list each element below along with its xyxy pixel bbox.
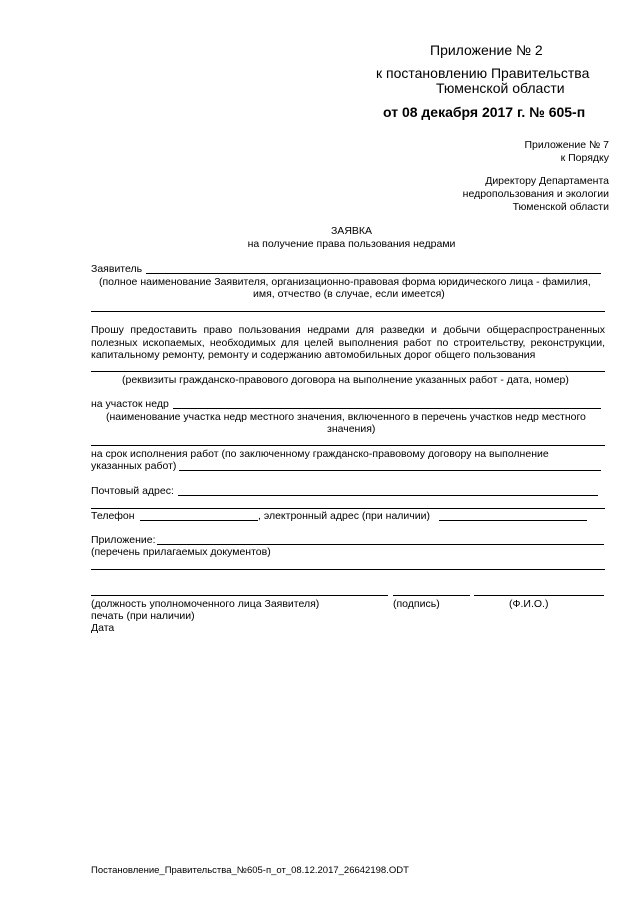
resolution-date-number: от 08 декабря 2017 г. № 605-п xyxy=(383,104,586,120)
site-label: на участок недр xyxy=(91,398,169,410)
position-hint: (должность уполномоченного лица Заявителя) xyxy=(91,598,320,610)
term-line-1: на срок исполнения работ (по заключенному гражданско-правовому договору на выполнение xyxy=(91,448,549,460)
postal-extra-line[interactable] xyxy=(91,508,605,509)
attachment-input-line[interactable] xyxy=(157,544,604,545)
contract-input-line[interactable] xyxy=(91,371,605,372)
site-extra-line[interactable] xyxy=(91,445,605,446)
applicant-input-line[interactable] xyxy=(146,273,601,274)
addressee-line3: Тюменской области xyxy=(512,201,609,213)
phone-label: Телефон xyxy=(91,510,135,522)
applicant-label: Заявитель xyxy=(91,263,143,275)
attachment-hint: (перечень прилагаемых документов) xyxy=(91,546,271,558)
applicant-hint-2: имя, отчество (в случае, если имеется) xyxy=(253,288,445,300)
applicant-extra-line[interactable] xyxy=(91,311,605,312)
signature-input-line[interactable] xyxy=(393,595,470,596)
addressee-line2: недропользования и экологии xyxy=(462,188,609,200)
sub-appendix: Приложение № 7 xyxy=(524,139,609,151)
fio-input-line[interactable] xyxy=(474,595,604,596)
position-input-line[interactable] xyxy=(91,595,388,596)
site-hint-2: значения) xyxy=(327,423,376,435)
appendix-number: Приложение № 2 xyxy=(430,42,543,58)
postal-input-line[interactable] xyxy=(178,495,598,496)
request-line-1: Прошу предоставить право пользования недрами для разведки и добычи общераспространенных xyxy=(91,324,605,336)
seal-label: печать (при наличии) xyxy=(91,610,195,622)
site-input-line[interactable] xyxy=(173,408,601,409)
region: Тюменской области xyxy=(436,80,565,96)
site-hint-1: (наименование участка недр местного значения, включенного в перечень участков недр местного xyxy=(106,411,586,423)
fio-hint: (Ф.И.О.) xyxy=(509,598,549,610)
email-label: , электронный адрес (при наличии) xyxy=(258,510,430,522)
postal-label: Почтовый адрес: xyxy=(91,485,174,497)
to-resolution: к постановлению Правительства xyxy=(376,65,590,81)
term-input-line[interactable] xyxy=(179,470,601,471)
footer-filename: Постановление_Правительства_№605-п_от_08.12.2017_26642198.ODT xyxy=(91,865,409,876)
document-subtitle: на получение права пользования недрами xyxy=(247,238,456,250)
attachment-label: Приложение: xyxy=(91,534,156,546)
phone-input-line[interactable] xyxy=(140,520,258,521)
document-title: ЗАЯВКА xyxy=(330,225,373,237)
term-line-2: указанных работ) xyxy=(91,460,177,472)
attachment-extra-line[interactable] xyxy=(91,569,605,570)
signature-hint: (подпись) xyxy=(393,598,440,610)
date-label: Дата xyxy=(91,622,115,634)
request-line-3: капитальному ремонту, ремонту и содержанию автомобильных дорог общего пользования xyxy=(91,349,536,361)
email-input-line[interactable] xyxy=(439,520,587,521)
addressee-line1: Директору Департамента xyxy=(485,175,609,187)
applicant-hint-1: (полное наименование Заявителя, организационно-правовая форма юридического лица - фамилия, xyxy=(99,276,591,288)
to-order: к Порядку xyxy=(560,152,609,164)
contract-hint: (реквизиты гражданско-правового договора на выполнение указанных работ - дата, номер) xyxy=(122,374,569,386)
request-line-2: полезных ископаемых, необходимых для целей выполнения работ по строительству, реконструкции, xyxy=(91,337,605,349)
